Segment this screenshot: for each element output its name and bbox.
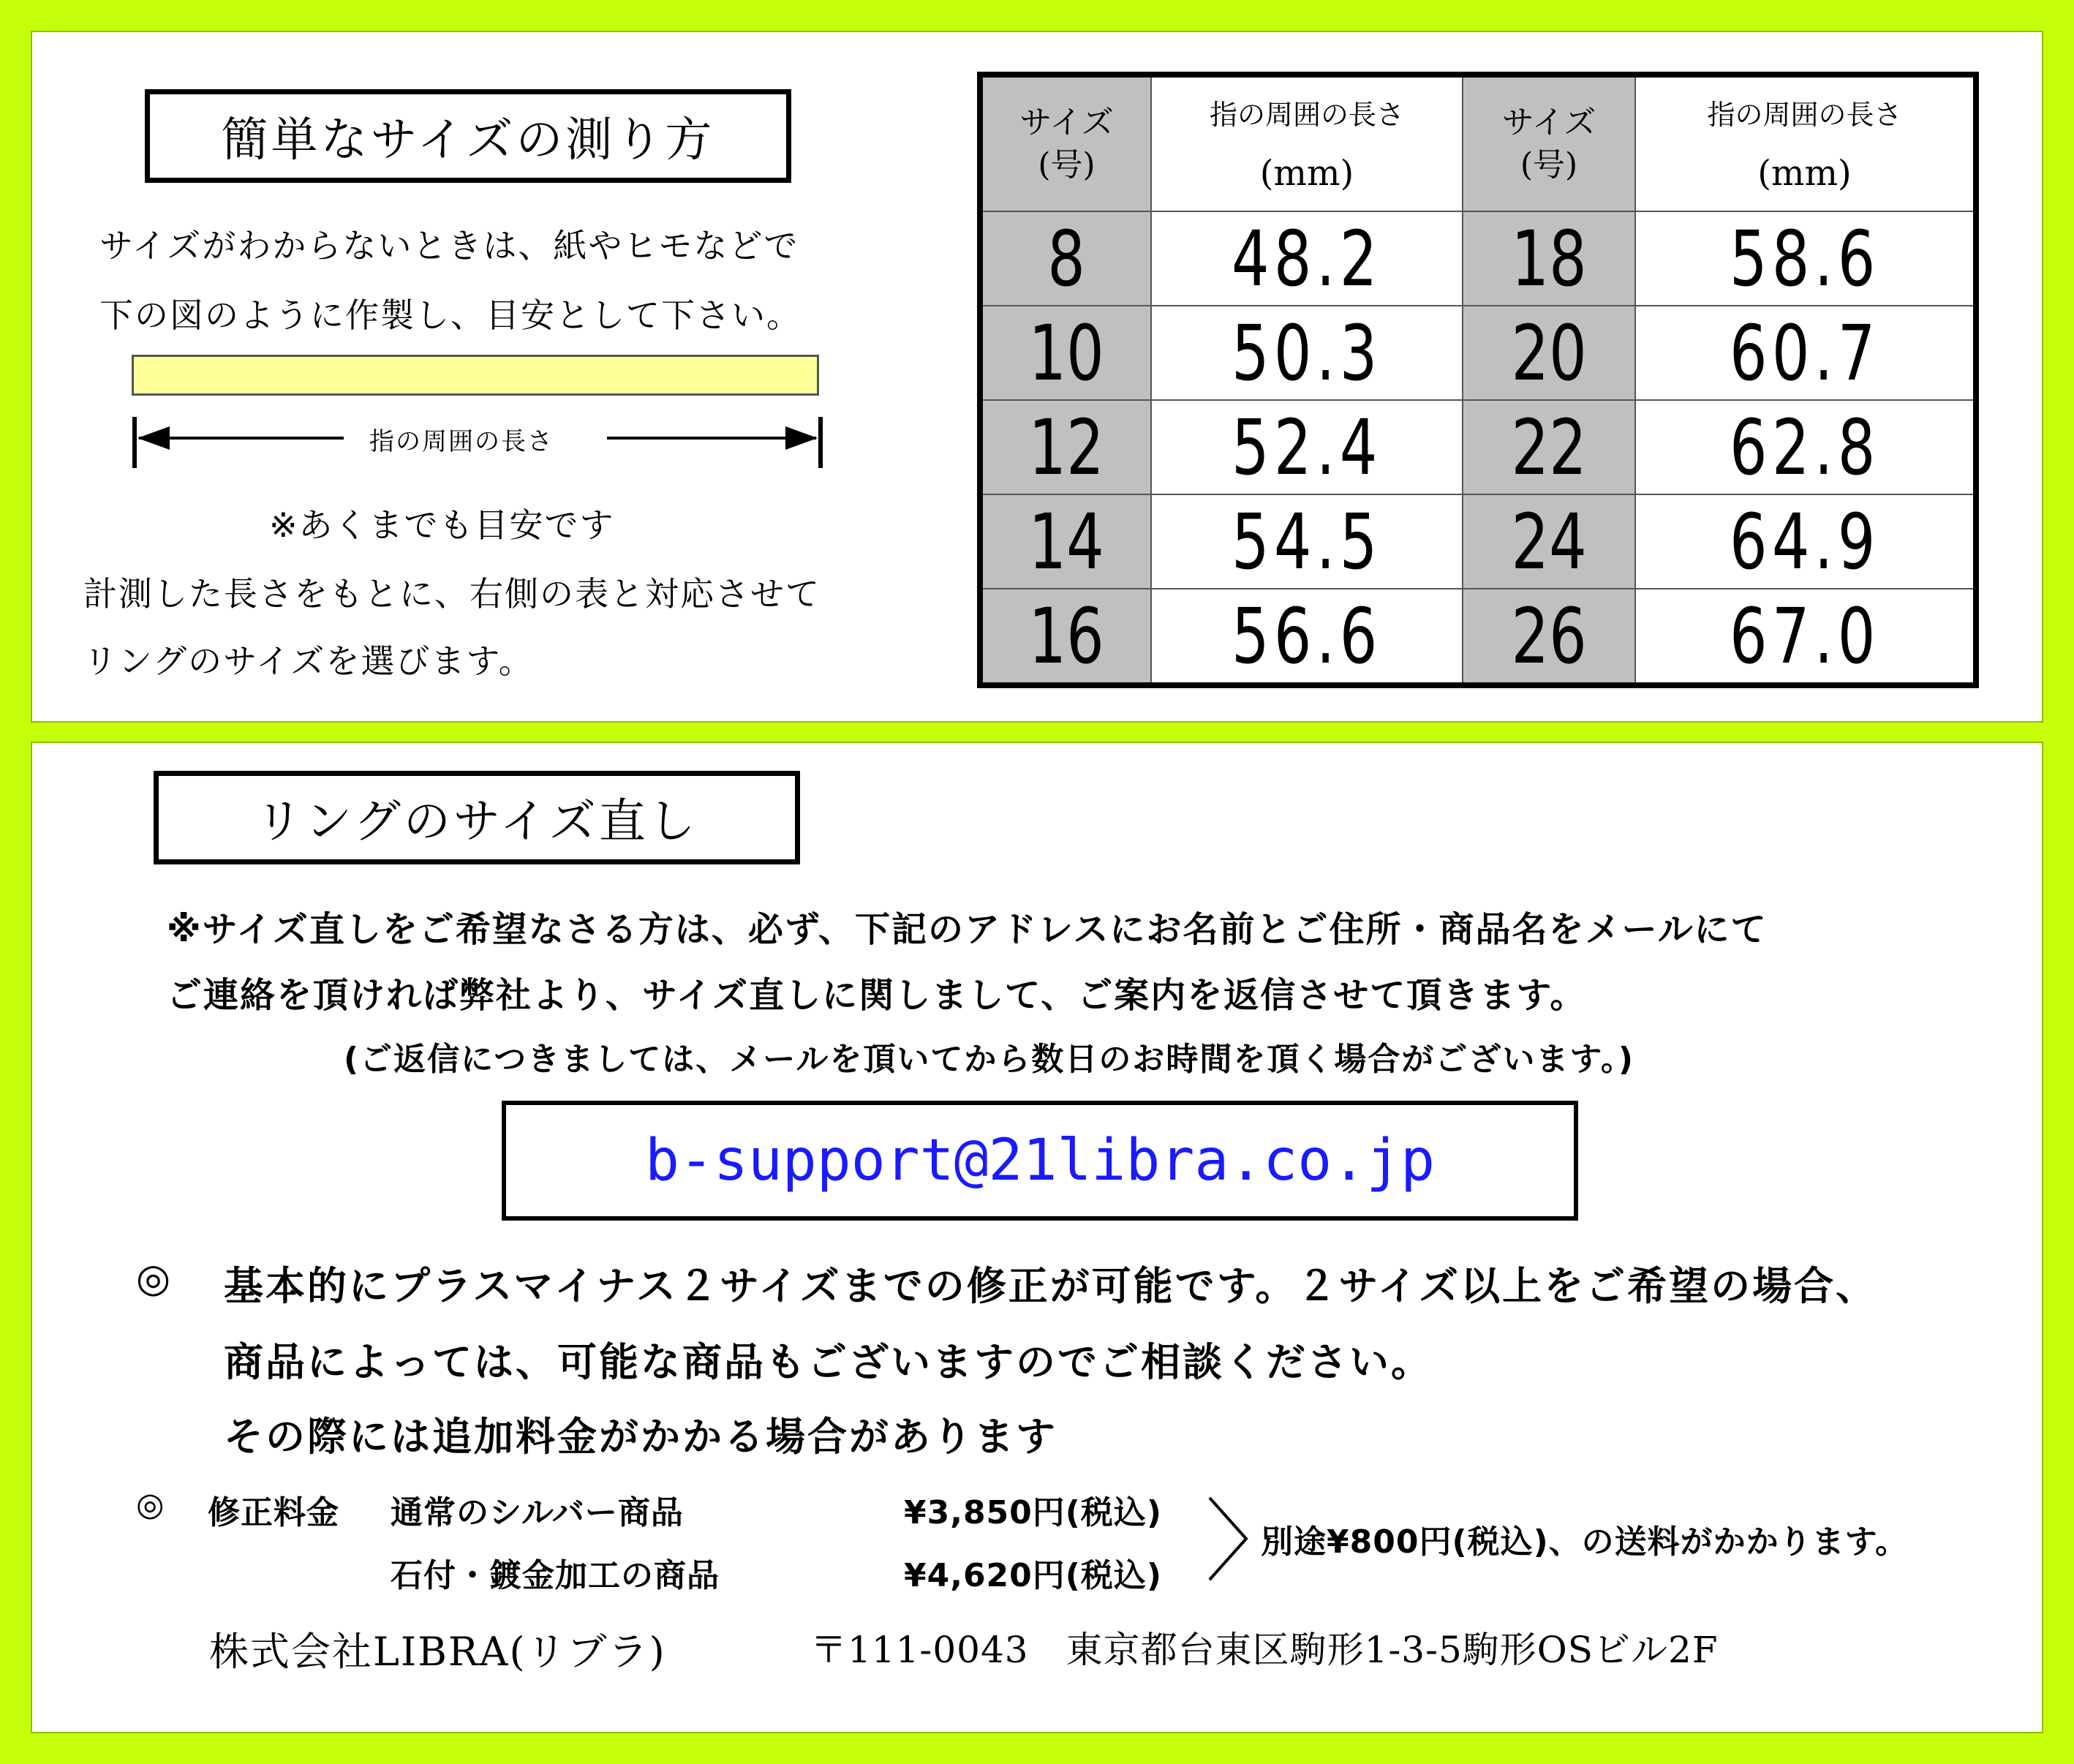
fee-item-1: 通常のシルバー商品 [391,1494,684,1531]
table-row [980,400,1976,494]
length-cell: 52.4 [1151,400,1463,494]
length-cell: 67.0 [1635,589,1976,685]
resize-para-3: その際には追加料金がかかる場合があります [224,1414,1057,1460]
header-length-unit: (mm) [1259,153,1354,194]
length-cell: 58.6 [1635,211,1976,306]
measure-line-2: 下の図のように作製し、目安として下さい。 [99,295,802,335]
table-row [980,589,1976,685]
bracket-icon [1207,1495,1251,1583]
size-cell: 12 [980,400,1151,494]
header-length-label: 指の周囲の長さ [1707,99,1902,131]
size-cell: 10 [980,306,1151,400]
length-cell: 54.5 [1151,494,1463,589]
length-cell: 64.9 [1635,494,1976,589]
bullet-icon: ◎ [136,1486,165,1523]
resize-title: リングのサイズ直し [154,771,800,864]
resize-line-2: ご連絡を頂ければ弊社より、サイズ直しに関しまして、ご案内を返信させて頂きます。 [167,975,1587,1016]
size-cell: 8 [980,211,1151,306]
header-length-label: 指の周囲の長さ [1209,99,1404,131]
support-email-link[interactable]: b-support@21libra.co.jp [644,1128,1436,1194]
resize-para-2: 商品によっては、可能な商品もございますのでご相談ください。 [224,1339,1433,1385]
resize-line-1: ※サイズ直しをご希望なさる方は、必ず、下記のアドレスにお名前とご住所・商品名をメールにて [167,909,1768,950]
length-cell: 60.7 [1635,306,1976,400]
size-table-header [980,75,1976,211]
shipping-note: 別途¥800円(税込)、の送料がかかります。 [1261,1523,1909,1561]
header-size-2 [1463,75,1635,211]
header-size-unit: (号) [1520,146,1578,184]
size-table [977,72,1979,688]
measure-line-1: サイズがわからないときは、紙やヒモなどで [99,226,799,265]
size-cell: 24 [1463,494,1635,589]
fee-price-1: ¥3,850円(税込) [904,1494,1163,1531]
table-row [980,306,1976,400]
header-size-label: サイズ [1019,104,1114,141]
measure-line-4: リングのサイズを選びます。 [83,641,534,681]
header-size [980,75,1151,211]
measure-title: 簡単なサイズの測り方 [145,89,791,183]
fee-label: 修正料金 [208,1494,339,1531]
resize-para-1: 基本的にプラスマイナス２サイズまでの修正が可能です。２サイズ以上をご希望の場合、 [224,1263,1878,1309]
resize-line-3: (ご返信につきましては、メールを頂いてから数日のお時間を頂く場合がございます。) [344,1041,1634,1078]
length-cell: 56.6 [1151,589,1463,685]
paper-strip [132,355,819,396]
size-cell: 18 [1463,211,1635,306]
size-cell: 14 [980,494,1151,589]
fee-price-2: ¥4,620円(税込) [904,1557,1163,1594]
size-cell: 16 [980,589,1151,685]
table-row [980,494,1976,589]
header-size-label: サイズ [1501,104,1596,141]
header-length-unit: (mm) [1757,153,1852,194]
email-box [502,1101,1578,1221]
company-address: 〒111-0043 東京都台東区駒形1-3-5駒形OSビル2F [810,1629,1719,1671]
length-cell: 48.2 [1151,211,1463,306]
arrow-label: 指の周囲の長さ [369,427,554,456]
measure-note: ※あくまでも目安です [269,505,615,545]
size-cell: 20 [1463,306,1635,400]
header-length-2 [1635,75,1976,211]
length-cell: 50.3 [1151,306,1463,400]
bullet-icon: ◎ [136,1255,173,1301]
company-name: 株式会社LIBRA(リブラ) [209,1629,666,1675]
size-cell: 22 [1463,400,1635,494]
length-cell: 62.8 [1635,400,1976,494]
measure-line-3: 計測した長さをもとに、右側の表と対応させて [83,574,821,614]
header-length [1151,75,1463,211]
header-size-unit: (号) [1038,146,1096,184]
size-cell: 26 [1463,589,1635,685]
table-row [980,211,1976,306]
fee-item-2: 石付・鍍金加工の商品 [391,1557,720,1594]
